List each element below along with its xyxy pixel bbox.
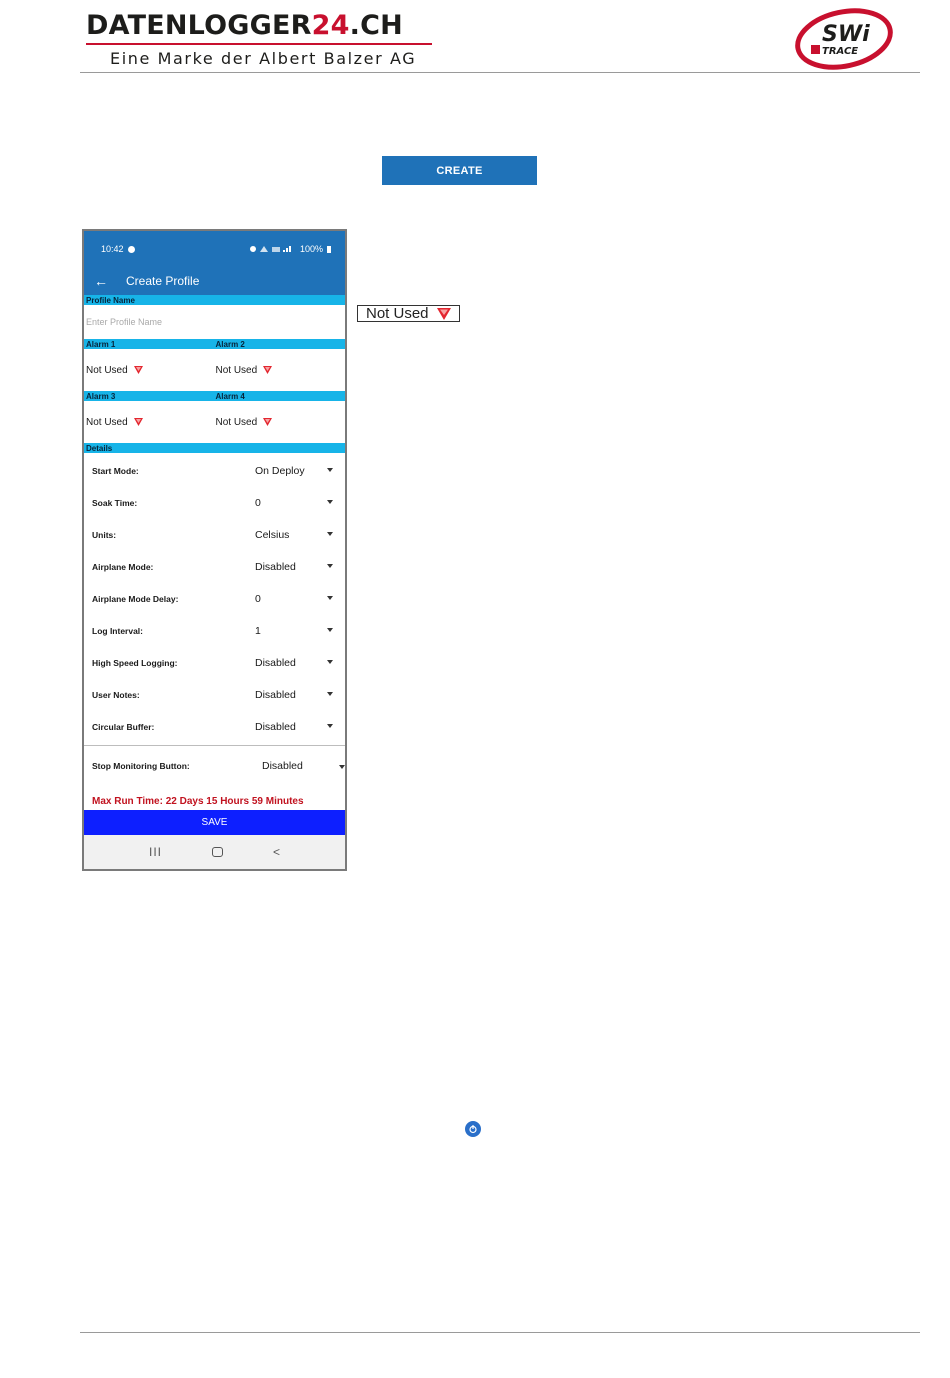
red-triangle-icon [134,418,143,426]
home-icon[interactable] [212,847,223,857]
alarm-4-select[interactable] [216,417,346,428]
android-nav-bar [84,835,345,869]
start-mode-row[interactable]: Start Mode: On Deploy [84,455,345,487]
user-notes-row[interactable]: User Notes: Disabled [84,679,345,711]
section-details: Details [84,443,345,453]
log-interval-row[interactable]: Log Interval: 1 [84,615,345,647]
recents-icon[interactable]: III [148,845,162,859]
max-run-time: Max Run Time: 22 Days 15 Hours 59 Minutes [92,795,304,807]
nav-back-icon[interactable]: < [272,845,280,859]
dropdown-caret-icon [339,765,345,769]
dropdown-caret-icon [327,724,333,728]
status-time: 10:42 [101,244,124,254]
callout-label: Not Used [366,305,429,322]
dropdown-caret-icon [327,660,333,664]
profile-name-input[interactable]: Enter Profile Name [86,317,163,327]
brand-tagline: Eine Marke der Albert Balzer AG [110,49,417,68]
stop-monitoring-row[interactable]: Stop Monitoring Button: Disabled [84,746,345,786]
high-speed-logging-row[interactable]: High Speed Logging: Disabled [84,647,345,679]
units-row[interactable]: Units: Celsius [84,519,345,551]
app-bar-title: Create Profile [126,274,200,288]
notification-icon [128,246,135,253]
status-bar [84,231,345,267]
phone-screenshot [82,229,347,871]
red-triangle-icon [263,366,272,374]
alarm-1-select[interactable] [86,365,216,376]
header-divider [80,72,920,73]
save-button[interactable]: SAVE [84,810,345,835]
dropdown-caret-icon [327,468,333,472]
red-triangle-icon [134,366,143,374]
alarm-4-value: Not Used [215,416,258,428]
app-bar [84,267,345,295]
airplane-mode-delay-row[interactable]: Airplane Mode Delay: 0 [84,583,345,615]
dropdown-caret-icon [327,692,333,696]
swi-trace-logo [792,8,896,70]
brand-underline [86,43,432,45]
status-icons [250,245,296,253]
alarm-3-value: Not Used [86,416,128,428]
battery-icon [327,246,331,253]
power-icon [465,1121,481,1137]
soak-time-row[interactable]: Soak Time: 0 [84,487,345,519]
section-alarms-3-4 [84,391,345,401]
section-profile-name: Profile Name [84,295,345,305]
alarm-4-label: Alarm 4 [215,391,245,401]
circular-buffer-row[interactable]: Circular Buffer: Disabled [84,711,345,743]
alarm-3-label: Alarm 3 [86,391,116,401]
back-arrow-icon[interactable]: ← [94,273,108,289]
section-alarms-1-2 [84,339,345,349]
footer-divider [80,1332,920,1333]
dropdown-caret-icon [327,564,333,568]
dropdown-caret-icon [327,500,333,504]
brand-title: DATENLOGGER24.CH [86,10,403,41]
alarm-row-3-4 [84,401,345,443]
alarm-1-value: Not Used [86,364,128,376]
brand-header [86,10,432,68]
create-button[interactable]: CREATE [382,156,537,185]
svg-text:TRACE: TRACE [822,46,859,57]
alarm-2-value: Not Used [215,364,258,376]
svg-text:SWi: SWi [822,22,870,47]
alarm-1-label: Alarm 1 [86,339,116,349]
battery-level: 100% [299,244,323,254]
airplane-mode-row[interactable]: Airplane Mode: Disabled [84,551,345,583]
not-used-callout [357,305,460,322]
dropdown-caret-icon [327,628,333,632]
details-list [84,453,345,743]
red-triangle-icon [263,418,272,426]
alarm-2-label: Alarm 2 [215,339,245,349]
dropdown-caret-icon [327,596,333,600]
alarm-row-1-2 [84,349,345,391]
alarm-3-select[interactable] [86,417,216,428]
alarm-2-select[interactable] [216,365,346,376]
dropdown-caret-icon [327,532,333,536]
red-triangle-icon [437,308,451,320]
